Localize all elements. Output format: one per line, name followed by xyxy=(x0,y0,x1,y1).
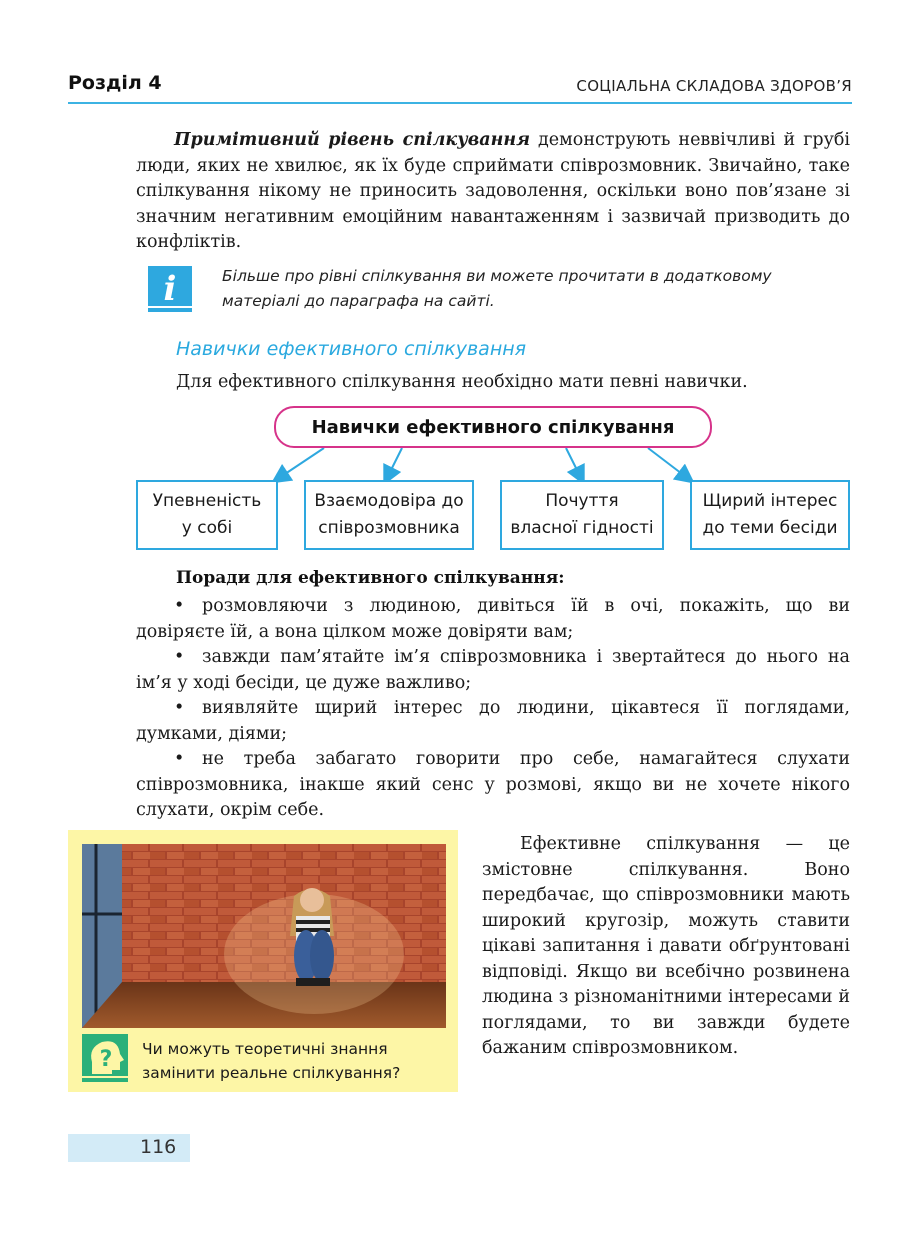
page-number: 116 xyxy=(140,1136,177,1158)
tip-text: виявляйте щирий інтерес до людини, цікавтеся її поглядами, думками, діями; xyxy=(136,698,850,744)
info-icon xyxy=(148,266,192,312)
section-label: Розділ 4 xyxy=(68,72,162,94)
arrow-1 xyxy=(276,448,324,480)
bullet: • xyxy=(174,647,185,667)
section-heading: Навички ефективного спілкування xyxy=(176,338,527,360)
side-paragraph xyxy=(482,832,850,1062)
skill-confidence xyxy=(136,480,278,550)
bullet: • xyxy=(174,596,185,616)
skill-self-respect xyxy=(500,480,664,550)
skill-label: Упевненість у собі xyxy=(152,491,262,538)
tip-text: розмовляючи з людиною, дивіться їй в очі, покажіть, що ви довіряєте їй, а вона цілком може довіряти вам; xyxy=(136,596,850,642)
tips-list xyxy=(136,594,850,824)
info-note: Більше про рівні спілкування ви можете прочитати в додатковому матеріалі до параграфа на сайті. xyxy=(222,267,772,310)
arrow-3 xyxy=(566,448,582,480)
tip-item xyxy=(136,696,850,747)
paragraph-lead-term: Примітивний рівень спілкування xyxy=(174,130,531,150)
tip-item xyxy=(136,747,850,824)
skill-mutual-trust xyxy=(304,480,474,550)
paragraph-primitive-level xyxy=(136,128,850,256)
skill-label: Щирий інтерес до теми бесіди xyxy=(702,491,838,538)
diagram-title: Навички ефективного спілкування xyxy=(274,406,712,448)
tip-item xyxy=(136,594,850,645)
bullet: • xyxy=(174,698,185,718)
photo-question: Чи можуть теоретичні знання замінити реальне спілкування? xyxy=(142,1040,401,1082)
tips-heading: Поради для ефективного спілкування: xyxy=(176,568,565,588)
tip-text: завжди пам’ятайте ім’я співрозмовника і звертайтеся до нього на ім’я у ході бесіди, це дуже важливо; xyxy=(136,647,850,693)
tip-text: не треба забагато говорити про себе, намагайтеся слухати співрозмовника, інакше який сенс у розмові, якщо ви не хочете нікого слухати, окрім себе. xyxy=(136,749,850,820)
skill-label: Почуття власної гідності xyxy=(510,491,654,538)
girl-figure xyxy=(290,888,334,986)
skill-sincere-interest xyxy=(690,480,850,550)
arrow-4 xyxy=(648,448,690,480)
header-divider xyxy=(68,102,852,104)
svg-text:i: i xyxy=(163,269,177,309)
arrow-2 xyxy=(386,448,402,480)
skills-diagram xyxy=(134,400,854,560)
skill-label: Взаємодовіра до співрозмовника xyxy=(314,491,464,538)
bullet: • xyxy=(174,749,185,769)
tip-item xyxy=(136,645,850,696)
side-paragraph-text: Ефективне спілкування — це змістовне спілкування. Воно передбачає, що співрозмовники мають широкий кругозір, можуть ставити цікаві запитання і давати обґрунтовані відповіді. Якщо ви всебічно розвинена людина з різноманітними інтересами й поглядами, то ви завжди будете бажаним співрозмовником. xyxy=(482,834,850,1058)
girl-by-brick-wall-photo xyxy=(82,844,446,1028)
intro-sentence: Для ефективного спілкування необхідно мати певні навички. xyxy=(176,372,748,392)
question-head-icon xyxy=(82,1034,128,1082)
chapter-title: СОЦІАЛЬНА СКЛАДОВА ЗДОРОВ’Я xyxy=(576,77,852,95)
photo-panel xyxy=(68,830,458,1092)
paragraph-body: демонструють неввічливі й грубі люди, яких не хвилює, як їх буде сприймати співрозмовник. Звичайно, таке спілкування нікому не приносить задоволення, оскільки воно пов’язане зі значним негативним емоційним навантаженням і зазвичай призводить до конфліктів. xyxy=(136,130,850,252)
svg-text:?: ? xyxy=(99,1047,113,1072)
